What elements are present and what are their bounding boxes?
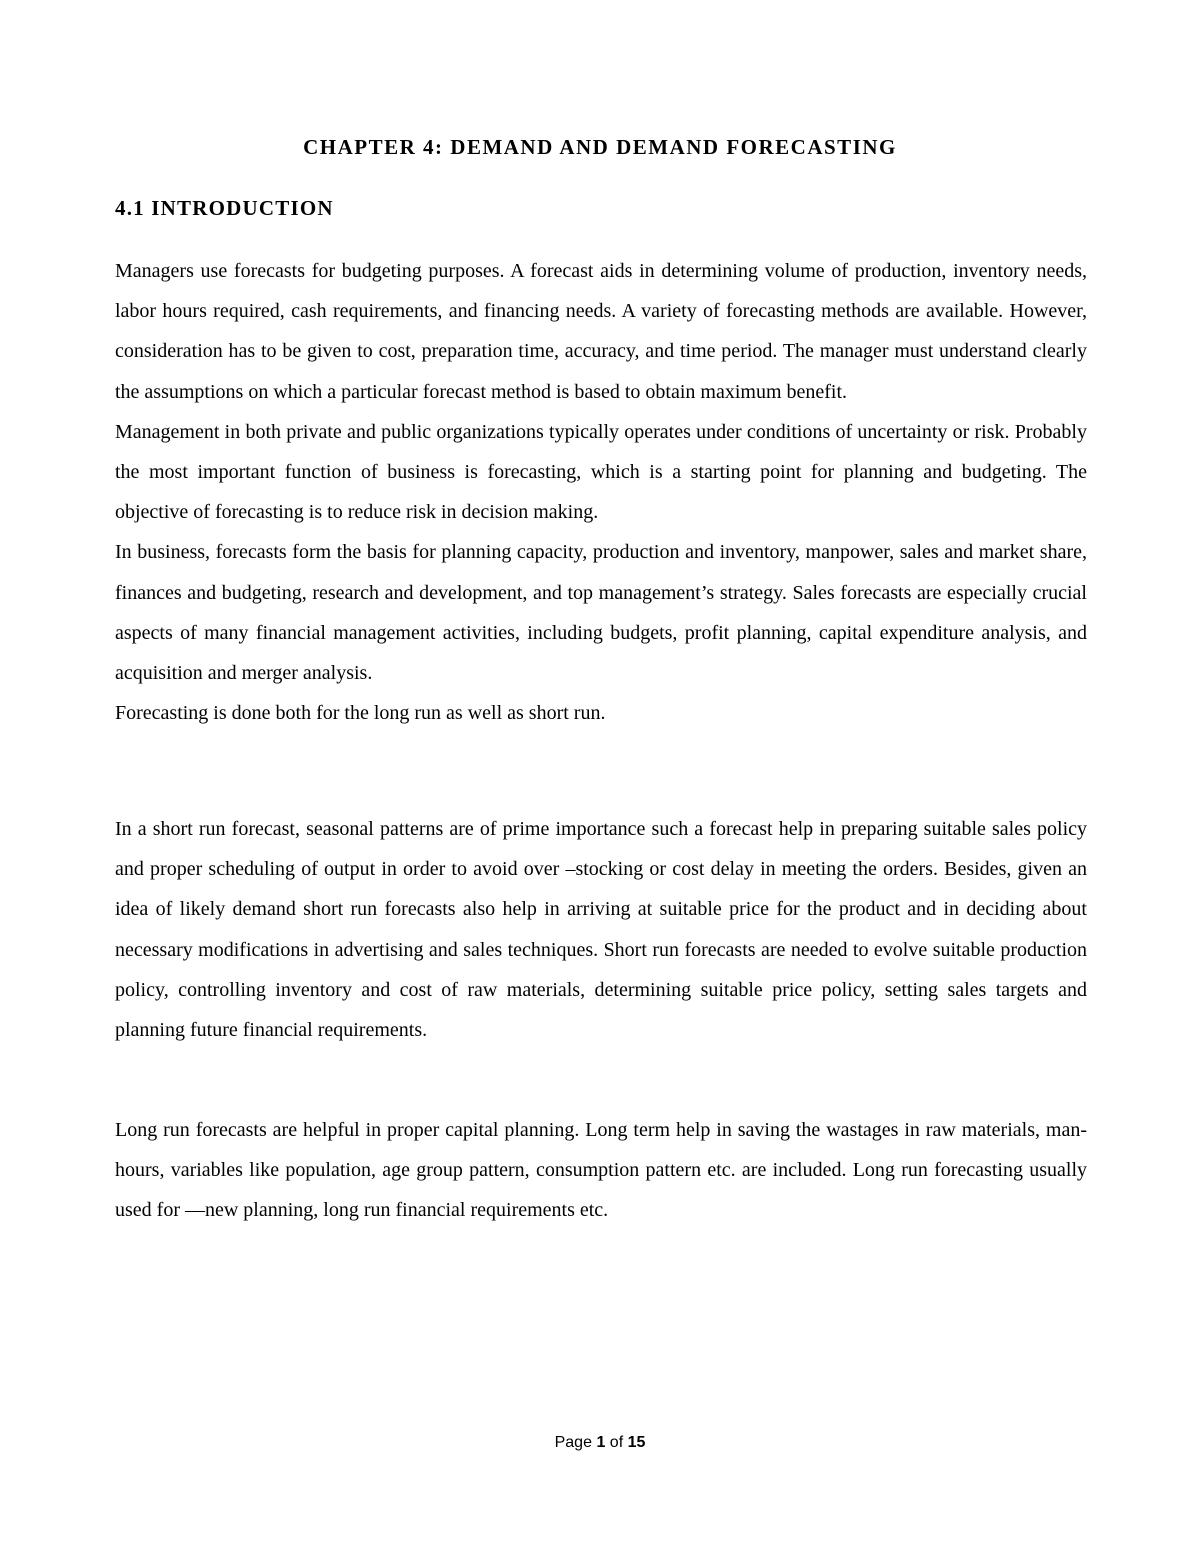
of-label: of: [609, 1434, 624, 1451]
page-footer: [0, 1434, 1200, 1452]
total-pages: 15: [627, 1434, 646, 1451]
long-run-text-block: [115, 1110, 1087, 1231]
short-run-text-block: [115, 809, 1087, 1050]
intro-text-block: [115, 251, 1087, 733]
section-heading: 4.1 INTRODUCTION: [115, 196, 334, 220]
page-number: 1: [596, 1434, 606, 1451]
paragraph: Management in both private and public organizations typically operates under conditions of uncertainty or risk. Probably the most important function of business is forecasting, which is a starting point for planning and budgeting. The objective of forecasting is to reduce risk in decision making.: [115, 420, 1087, 524]
paragraph: In a short run forecast, seasonal patterns are of prime importance such a forecast help in preparing suitable sales policy and proper scheduling of output in order to avoid over –stocking or cost delay in meeting the orders. Besides, given an idea of likely demand short run forecasts also help in arriving at suitable price for the product and in deciding about necessary modifications in advertising and sales techniques. Short run forecasts are needed to evolve suitable production policy, controlling inventory and cost of raw materials, determining suitable price policy, setting sales targets and planning future financial requirements.: [115, 818, 1087, 1042]
page-label: Page: [554, 1434, 592, 1451]
paragraph: In business, forecasts form the basis for planning capacity, production and inventory, manpower, sales and market share, finances and budgeting, research and development, and top management’s strategy. Sales forecasts are especially crucial aspects of many financial management activities, including budgets, profit planning, capital expenditure analysis, and acquisition and merger analysis.: [115, 541, 1087, 685]
paragraph: Long run forecasts are helpful in proper capital planning. Long term help in saving the wastages in raw materials, man-hours, variables like population, age group pattern, consumption pattern etc. are included. Long run forecasting usually used for —new planning, long run financial requirements etc.: [115, 1119, 1087, 1222]
paragraph: Forecasting is done both for the long run as well as short run.: [115, 702, 606, 725]
chapter-title: CHAPTER 4: DEMAND AND DEMAND FORECASTING: [303, 135, 897, 159]
paragraph: Managers use forecasts for budgeting purposes. A forecast aids in determining volume of production, inventory needs, labor hours required, cash requirements, and financing needs. A variety of forecasting methods are available. However, consideration has to be given to cost, preparation time, accuracy, and time period. The manager must understand clearly the assumptions on which a particular forecast method is based to obtain maximum benefit.: [115, 260, 1087, 403]
